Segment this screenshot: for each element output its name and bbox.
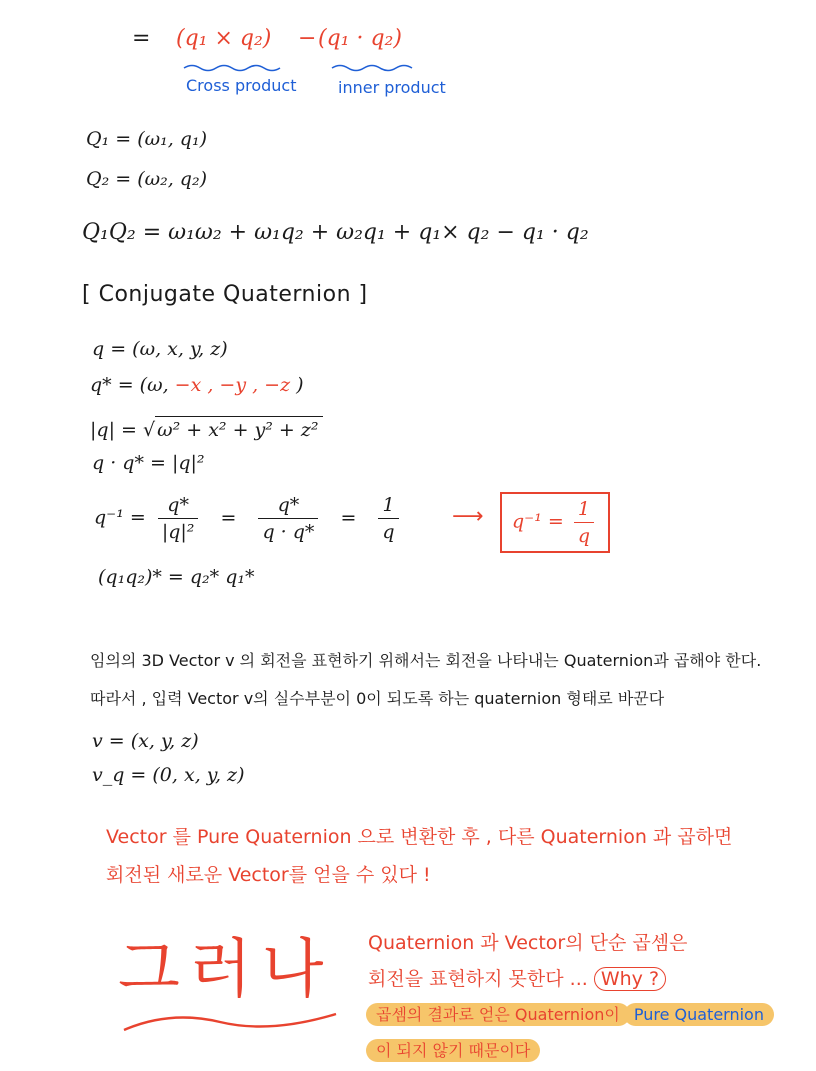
q-conjugate-prefix: q* = (ω,	[90, 374, 169, 396]
arrow-icon: ⟶	[452, 504, 484, 529]
however-line-3	[366, 1002, 774, 1025]
q-conjugate-definition	[90, 374, 304, 396]
inner-product-expression: (q₁ · q₂)	[318, 26, 402, 51]
rotation-text-2: 따라서 , 입력 Vector v의 실수부분이 0이 되도록 하는 quaternion 형태로 바꾼다	[90, 689, 665, 708]
boxed-fraction-denominator: q	[577, 525, 590, 547]
however-line-2	[368, 964, 666, 991]
q-conjugate-negated: −x , −y , −z	[168, 374, 291, 396]
however-line-2-text: 회전을 표현하지 못한다 ...	[368, 968, 588, 990]
inner-product-label: inner product	[338, 78, 446, 97]
fraction-3	[378, 494, 398, 543]
vector-definition: v = (x, y, z)	[92, 730, 199, 752]
q-definition: q = (ω, x, y, z)	[92, 338, 228, 360]
however-line-4	[366, 1038, 540, 1061]
highlight-pure-quaternion: Pure Quaternion	[624, 1003, 774, 1026]
boxed-inverse-lhs: q⁻¹ =	[512, 510, 564, 533]
fraction-1-numerator: q*	[158, 494, 199, 519]
boxed-fraction-numerator: 1	[574, 498, 594, 523]
fraction-3-denominator: q	[382, 521, 395, 543]
fraction-3-numerator: 1	[378, 494, 398, 519]
highlight-line-4: 이 되지 않기 때문이다	[366, 1039, 540, 1062]
inverse-formula	[94, 494, 405, 543]
q-conjugate-suffix: )	[290, 374, 304, 396]
why-circled: Why ?	[594, 967, 666, 991]
q1-definition: Q₁ = (ω₁, q₁)	[86, 128, 207, 150]
fraction-2-denominator: q · q*	[262, 521, 315, 543]
red-note-1: Vector 를 Pure Quaternion 으로 변환한 후 , 다른 Quaternion 과 곱하면	[106, 826, 733, 848]
red-note-2: 회전된 새로운 Vector를 얻을 수 있다 !	[106, 864, 431, 886]
product-conjugate-rule: (q₁q₂)* = q₂* q₁*	[98, 566, 255, 588]
boxed-fraction	[574, 498, 594, 547]
boxed-inverse-result	[500, 492, 610, 553]
q2-definition: Q₂ = (ω₂, q₂)	[86, 168, 207, 190]
equals-2: =	[340, 506, 357, 529]
however-line-1: Quaternion 과 Vector의 단순 곱셈은	[368, 932, 688, 954]
equals-1: =	[220, 506, 237, 529]
cross-underline	[182, 62, 282, 72]
pure-quaternion-vector: v_q = (0, x, y, z)	[92, 764, 245, 786]
highlight-line-3a: 곱셈의 결과로 얻은 Quaternion이	[366, 1003, 630, 1026]
cross-product-label: Cross product	[186, 76, 297, 95]
fraction-1-denominator: |q|²	[161, 521, 195, 543]
fraction-2	[258, 494, 318, 543]
however-underline	[120, 1006, 340, 1036]
conjugate-heading: [ Conjugate Quaternion ]	[82, 282, 368, 307]
equals-sign: =	[132, 26, 151, 51]
inverse-prefix: q⁻¹ =	[94, 506, 146, 529]
fraction-1	[158, 494, 199, 543]
quaternion-product-formula: Q₁Q₂ = ω₁ω₂ + ω₁q₂ + ω₂q₁ + q₁× q₂ − q₁ · q₂	[82, 220, 589, 245]
cross-product-expression: (q₁ × q₂)	[176, 26, 272, 51]
norm-radicand: ω² + x² + y² + z²	[155, 416, 322, 441]
fraction-2-numerator: q*	[258, 494, 318, 519]
rotation-text-1: 임의의 3D Vector v 의 회전을 표현하기 위해서는 회전을 나타내는 Quaternion과 곱해야 한다.	[90, 651, 762, 670]
however-word: 그러나	[118, 933, 334, 1007]
inner-underline	[330, 62, 420, 72]
norm-prefix: |q| =	[90, 419, 137, 441]
q-times-conjugate: q · q* = |q|²	[92, 452, 205, 474]
norm-definition: |q| = √ ω² + x² + y² + z²	[90, 416, 323, 441]
minus-sign: −	[298, 26, 317, 51]
